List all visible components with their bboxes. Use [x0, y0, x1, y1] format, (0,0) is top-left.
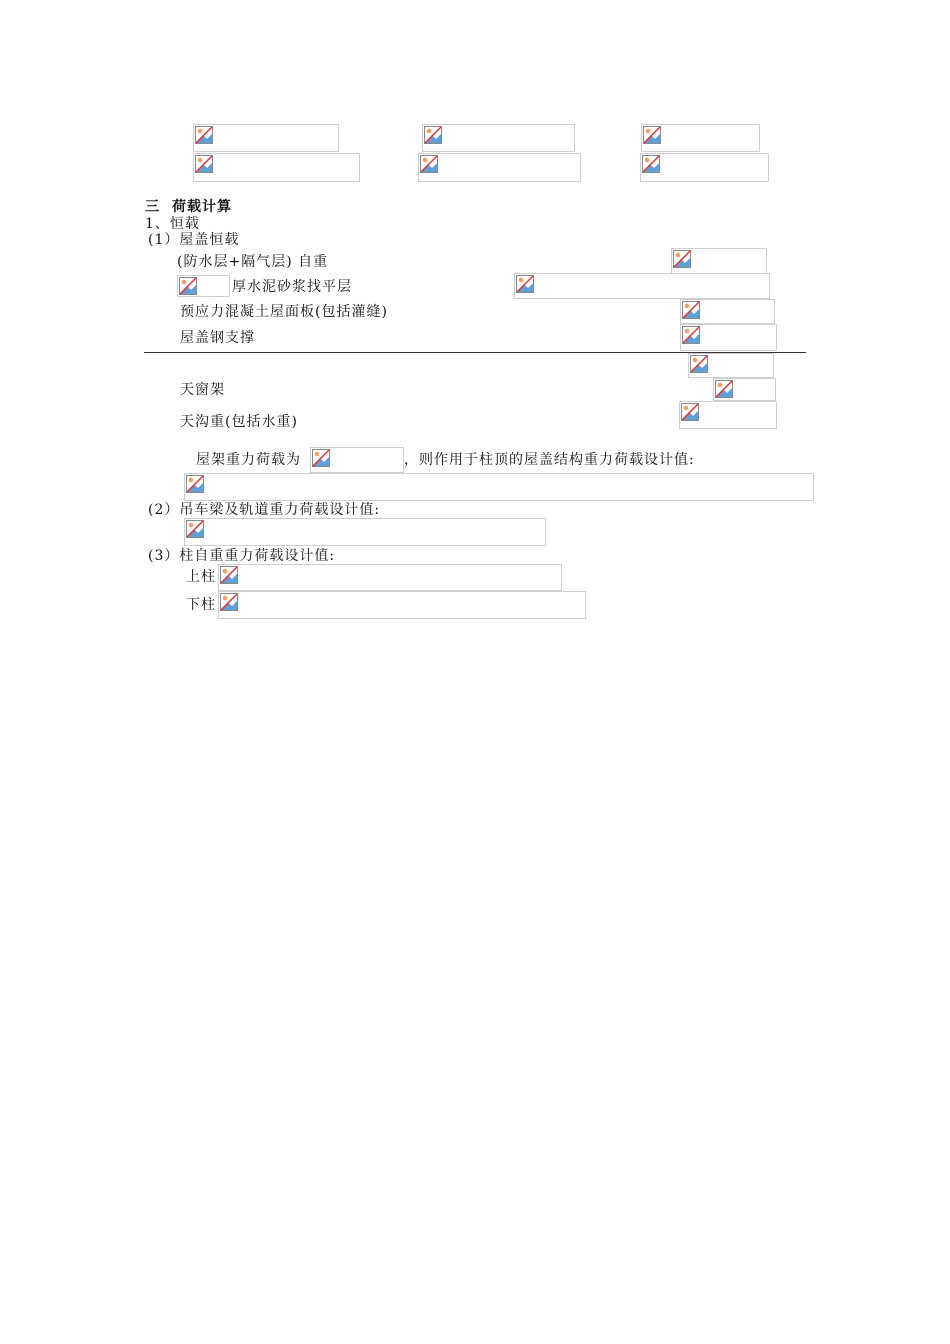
formula-image-r2c1 — [193, 153, 360, 182]
steel-bracing-label: 屋盖钢支撑 — [180, 330, 255, 346]
broken-image-icon — [673, 250, 691, 268]
cement-mortar-formula-image — [514, 273, 770, 299]
broken-image-icon — [220, 566, 238, 584]
broken-image-icon — [715, 380, 733, 398]
crane-beam-heading: (2）吊车梁及轨道重力荷载设计值: — [148, 502, 381, 518]
steel-bracing-formula-image — [680, 324, 777, 351]
lower-column-formula-image — [218, 591, 586, 619]
broken-image-icon — [682, 326, 700, 344]
broken-image-icon — [195, 155, 213, 173]
section-number: 三 — [145, 199, 160, 215]
broken-image-icon — [681, 403, 699, 421]
truss-weight-prefix: 屋架重力荷载为 — [196, 452, 301, 468]
roof-dead-load-heading: (1）屋盖恒载 — [148, 232, 240, 248]
prestressed-panel-formula-image — [680, 299, 775, 324]
broken-image-icon — [643, 126, 661, 144]
formula-image-r1c1 — [193, 124, 339, 152]
prestressed-panel-label: 预应力混凝土屋面板(包括灌缝) — [180, 304, 388, 320]
formula-image-r1c2 — [422, 124, 575, 152]
upper-column-formula-image — [218, 564, 562, 591]
gutter-formula-image — [679, 401, 777, 429]
skylight-frame-label: 天窗架 — [180, 382, 225, 398]
waterproof-layer-label: (防水层+隔气层) 自重 — [177, 254, 329, 270]
cement-mortar-label: 厚水泥砂浆找平层 — [232, 279, 352, 295]
mortar-thickness-image — [177, 275, 230, 297]
subsection-dead-load: 1、恒载 — [145, 216, 200, 232]
section-title: 荷载计算 — [172, 199, 232, 215]
broken-image-icon — [690, 355, 708, 373]
lower-column-label: 下柱 — [186, 597, 216, 613]
waterproof-formula-image — [671, 248, 767, 274]
truss-weight-suffix: ，则作用于柱顶的屋盖结构重力荷载设计值: — [404, 452, 695, 468]
crane-beam-formula-image — [184, 518, 546, 546]
broken-image-icon — [195, 126, 213, 144]
broken-image-icon — [186, 475, 204, 493]
gutter-label: 天沟重(包括水重) — [180, 414, 298, 430]
broken-image-icon — [312, 449, 330, 467]
upper-column-label: 上柱 — [186, 569, 216, 585]
formula-image-r2c3 — [640, 153, 769, 182]
column-weight-heading: (3）柱自重重力荷载设计值: — [148, 548, 336, 564]
formula-image-r1c3 — [641, 124, 760, 152]
broken-image-icon — [186, 520, 204, 538]
roof-structure-load-formula-image — [184, 473, 814, 501]
truss-weight-formula-image — [310, 447, 404, 473]
broken-image-icon — [179, 277, 197, 295]
broken-image-icon — [682, 301, 700, 319]
sum-formula-image — [688, 353, 774, 378]
skylight-frame-formula-image — [713, 378, 776, 401]
broken-image-icon — [642, 155, 660, 173]
broken-image-icon — [424, 126, 442, 144]
formula-image-r2c2 — [418, 153, 581, 182]
broken-image-icon — [516, 275, 534, 293]
broken-image-icon — [220, 593, 238, 611]
broken-image-icon — [420, 155, 438, 173]
